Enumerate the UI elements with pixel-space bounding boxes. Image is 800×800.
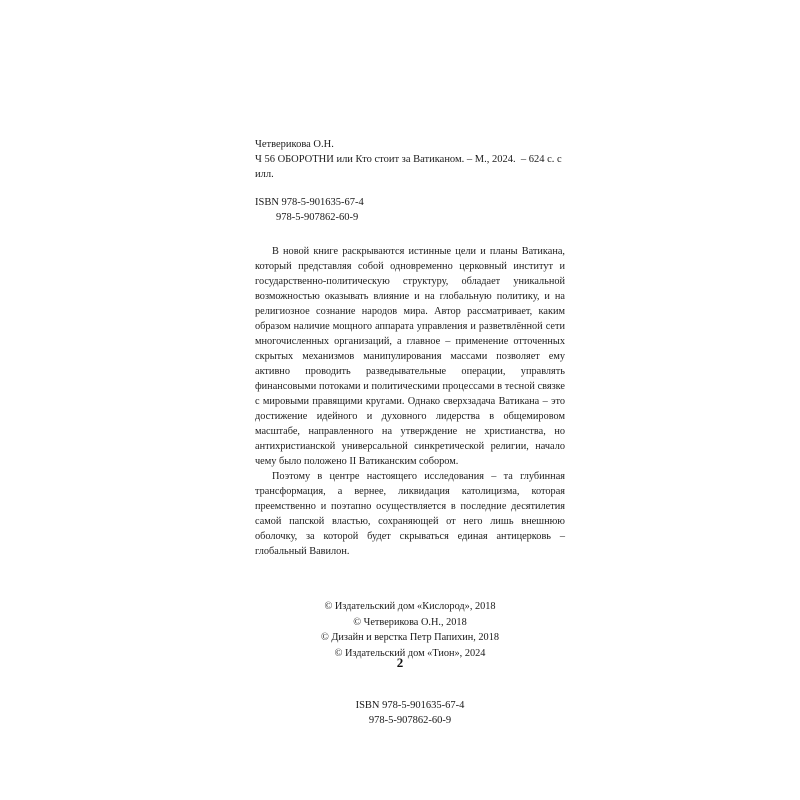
isbn-bottom-block [255, 699, 565, 729]
isbn-bottom-line-1: ISBN 978-5-901635-67-4 [355, 699, 465, 711]
copyright-line-2: © Четверикова О.Н., 2018 [353, 616, 467, 628]
annotation-paragraph-1: В новой книге раскрываются истинные цели и планы Ватикана, который представляя собой одновременно церковный институт и государственно-политическую структуру, обладает уникальной возможностью оказывать влияние и на глобальную политику, и на религиозное сознание народов мира. Автор рассматривает, каким образом наличие мощного аппарата управления и разветвлённой сети многочисленных организаций, а главное – применение отточенных скрытых механизмов манипулирования массами позволяет ему активно проводить разведывательные операции, управлять финансовыми потоками и политическими процессами в тесной связке с мировыми правящими кругами. Однако сверхзадача Ватикана – это достижение идейного и духовного лидерства в общемировом масштабе, направленного на утверждение не христианства, но антихристианской универсальной синкретической религии, начало чему было положено II Ватиканским собором. [255, 245, 565, 467]
imprint-block [255, 138, 565, 183]
copyright-block [255, 599, 565, 661]
isbn-bottom-line-2: 978-5-907862-60-9 [368, 714, 452, 726]
page-content [255, 138, 565, 729]
imprint-author-line: Четверикова О.Н. [255, 139, 334, 150]
isbn-top-block [255, 196, 565, 226]
copyright-line-3: © Дизайн и верстка Петр Папихин, 2018 [321, 632, 499, 644]
imprint-catalog-line: Ч 56 ОБОРОТНИ или Кто стоит за Ватиканом. – М., 2024. – 624 с. с илл. [255, 153, 565, 180]
annotation-paragraph-2: Поэтому в центре настоящего исследования – та глубинная трансформация, а вернее, ликвидация католицизма, которая преемственно и поэтапно осуществляется в последние десятилетия самой папской властью, сохраняющей от него лишь внешнюю оболочку, за которой будет скрываться единая антицерковь – глобальный Вавилон. [255, 471, 565, 558]
copyright-line-1: © Издательский дом «Кислород», 2018 [324, 601, 496, 613]
annotation-block [255, 244, 565, 560]
page-number: 2 [396, 655, 404, 670]
copyright-line-4: © Издательский дом «Тион», 2024 [334, 647, 486, 659]
isbn-top-line-1: ISBN 978-5-901635-67-4 [255, 196, 364, 208]
isbn-top-line-2: 978-5-907862-60-9 [276, 211, 359, 223]
